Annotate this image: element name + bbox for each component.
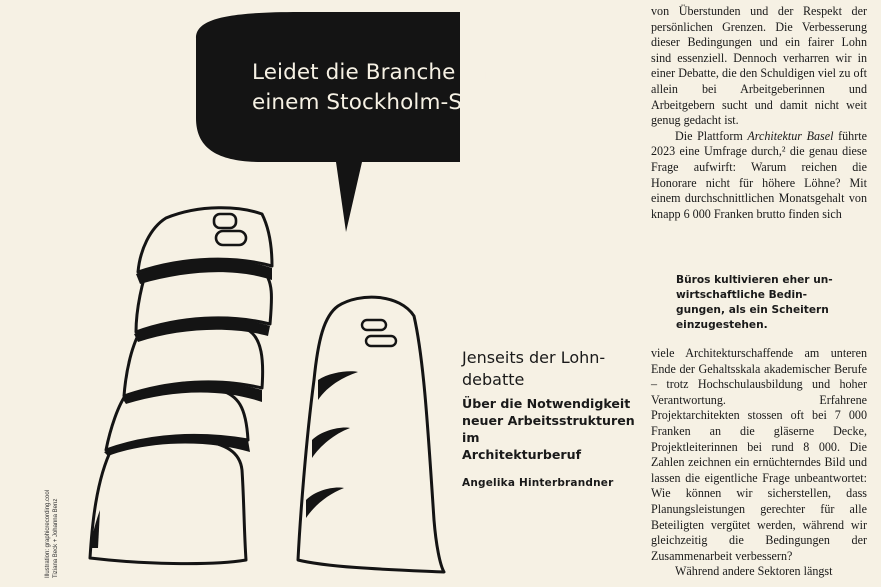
- pull-quote-line: Büros kultivieren eher un-: [676, 274, 833, 286]
- title-line: debatte: [462, 370, 525, 389]
- body-paragraph: von Überstunden und der Respekt der persönlichen Grenzen. Die Verbesserung dieser Bedingungen und ein fairer Lohn sind essenziell. Dennoch verharren wir in einer Debatte, die den Schuldigen viel zu oft allein bei Arbeitgeberinnen und Arbeitgebern sucht und damit nicht weit genug gedacht ist.: [651, 4, 867, 128]
- body-text: Die Plattform: [675, 128, 748, 143]
- platform-name: Architektur Basel: [747, 128, 834, 143]
- body-paragraph: [651, 129, 867, 223]
- bubble-line: einem Stockholm-Syndrom?: [252, 90, 557, 115]
- pull-quote: [676, 273, 876, 333]
- subtitle-line: Architekturberuf: [462, 447, 582, 462]
- stacked-figure: [90, 208, 272, 564]
- body-column-top: [651, 4, 867, 222]
- bubble-line: Leidet die Branche an: [252, 60, 490, 85]
- speech-bubble-text: [252, 58, 612, 118]
- subtitle-line: Über die Notwendigkeit: [462, 396, 631, 411]
- pull-quote-line: wirtschaftliche Bedin-: [676, 289, 808, 301]
- body-text: führte 2023 eine Umfrage durch,² die genau diese Frage aufwirft: Warum reichen die Honorare nicht für höhere Löhne? Mit einem durchschnittlichen Monatsgehalt von knapp 6 000 Franken brutto finden sich: [651, 128, 867, 221]
- article-title: [462, 347, 642, 391]
- illustration-credit: [44, 458, 60, 578]
- speech-bubble: [196, 12, 460, 232]
- single-figure: [298, 297, 444, 572]
- credit-line: Tiziana Beck + Johanna Benz: [53, 498, 59, 578]
- body-column-bottom: [651, 346, 867, 580]
- body-paragraph: Während andere Sektoren längst: [675, 564, 833, 579]
- article-header: [462, 347, 642, 489]
- body-paragraph: viele Architekturschaffende am unteren Ende der Gehaltsskala akademischer Berufe – trotz Hochschulausbildung und hoher Verantwortung. Erfahrene Projektarchitekten stossen oft bei 7 000 Franken an die gläserne Decke, Projektleiterinnen bei rund 8 000. Die Zahlen zeichnen ein ernüchterndes Bild und lassen die eigentliche Frage unbeantwortet: Wie können wir sicherstellen, dass Planungsleistungen gerechter für alle Beteiligten vergütet werden, während wir gleichzeitig die Bedingungen der Zusammenarbeit verbessern?: [651, 346, 867, 563]
- article-author: Angelika Hinterbrandner: [462, 477, 614, 489]
- pull-quote-line: gungen, als ein Scheitern: [676, 304, 829, 316]
- credit-line: Illustration: graphicrecording.cool: [45, 489, 51, 578]
- subtitle-line: neuer Arbeitsstrukturen im: [462, 413, 635, 445]
- pull-quote-line: einzugestehen.: [676, 319, 768, 331]
- article-subtitle: [462, 395, 642, 463]
- title-line: Jenseits der Lohn-: [462, 348, 606, 367]
